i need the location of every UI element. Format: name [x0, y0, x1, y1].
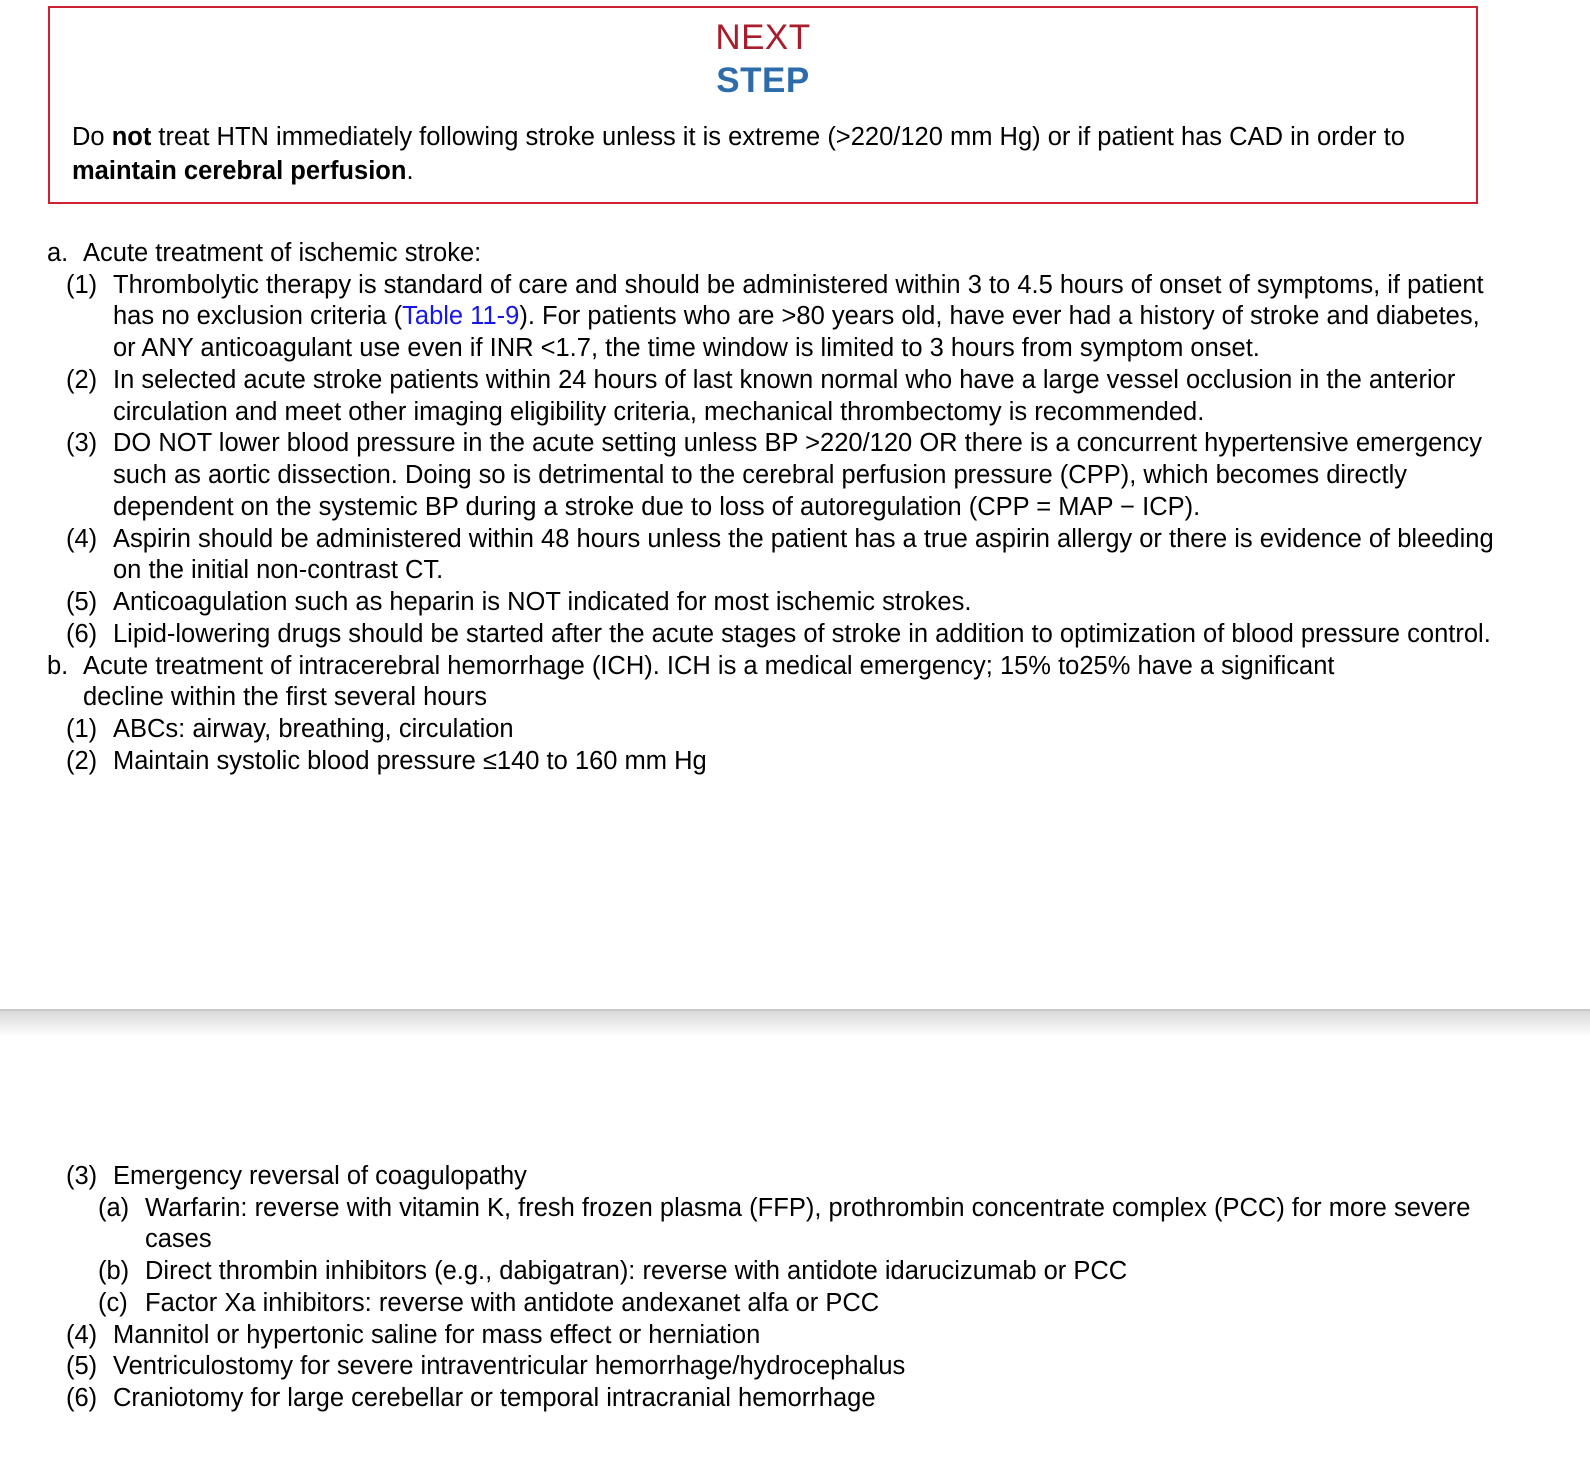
- outline-text: In selected acute stroke patients within 24 hours of last known normal who have a large vessel occlusion in the anterior circulation and meet other imaging eligibility criteria, mechanical thrombectomy is recommended.: [113, 365, 1456, 426]
- outline-text: Ventriculostomy for severe intraventricular hemorrhage/hydrocephalus: [113, 1352, 906, 1381]
- outline-item-b-3: [0, 1161, 1590, 1193]
- outline-text-last-line: decline within the first several hours: [83, 683, 487, 712]
- outline-marker: (c): [98, 1288, 128, 1317]
- outline-marker: (5): [66, 1352, 98, 1381]
- outline-marker: (2): [66, 365, 98, 394]
- outline-text: Factor Xa inhibitors: reverse with antidote andexanet alfa or PCC: [145, 1288, 880, 1317]
- next-step-body-text-3: .: [406, 156, 414, 185]
- outline-item-a-6: [0, 619, 1590, 651]
- outline-item-b-5: [0, 1351, 1590, 1383]
- outline-marker: a.: [47, 239, 69, 267]
- outline-text: Maintain systolic blood pressure ≤140 to 160 mm Hg: [113, 746, 707, 775]
- outline-marker: (a): [98, 1193, 130, 1222]
- outline-text: [83, 651, 1498, 714]
- outline-marker: (3): [66, 429, 98, 458]
- outline-text: Aspirin should be administered within 48 hours unless the patient has a true aspirin allergy or there is evidence of bleeding on the initial non-contrast CT.: [113, 524, 1494, 585]
- outline-text: Mannitol or hypertonic saline for mass effect or herniation: [113, 1320, 761, 1349]
- outline-marker: b.: [47, 651, 69, 680]
- outline-item-a-3: [0, 428, 1590, 523]
- outline-marker: (6): [66, 1384, 98, 1413]
- next-step-body-text-1: Do: [72, 122, 112, 151]
- outline-text: Craniotomy for large cerebellar or temporal intracranial hemorrhage: [113, 1384, 876, 1413]
- outline-marker: (3): [66, 1162, 98, 1190]
- next-step-body-bold-not: not: [111, 122, 152, 151]
- outline-item-b-3-c: [0, 1288, 1590, 1320]
- outline-marker: (4): [66, 1320, 98, 1349]
- outline-text-after-link: ). For patients who are >80 years old, have ever had a history of stroke and diabetes, or ANY anticoagulant use even if INR <1.7, the time window is limited to 3 hours from symptom onset.: [113, 302, 1480, 363]
- outline-marker: (b): [98, 1257, 130, 1286]
- outline-item-b-3-a: [0, 1193, 1590, 1256]
- outline-list-page-two: [0, 1161, 1590, 1415]
- outline-text: DO NOT lower blood pressure in the acute setting unless BP >220/120 OR there is a concurrent hypertensive emergency such as aortic dissection. Doing so is detrimental to the cerebral perfusion pressure (CPP), which becomes directly dependent on the systemic BP during a stroke due to loss of autoregulation (CPP = MAP − ICP).: [113, 429, 1482, 521]
- outline-marker: (1): [66, 715, 98, 744]
- next-step-body-text-2: treat HTN immediately following stroke unless it is extreme (>220/120 mm Hg) or if patient has CAD in order to: [151, 122, 1405, 151]
- page-divider: [0, 1009, 1590, 1037]
- next-step-callout: [48, 6, 1478, 204]
- outline-item-a: [0, 238, 1590, 270]
- outline-item-a-5: [0, 587, 1590, 619]
- outline-marker: (6): [66, 619, 98, 648]
- outline-item-a-2: [0, 365, 1590, 428]
- outline-item-a-1: [0, 270, 1590, 365]
- outline-marker: (4): [66, 524, 98, 553]
- page-divider-shadow: [0, 1011, 1590, 1037]
- outline-list-page-one: [0, 238, 1590, 777]
- outline-text: ABCs: airway, breathing, circulation: [113, 715, 514, 744]
- outline-text: Lipid-lowering drugs should be started after the acute stages of stroke in addition to optimization of blood pressure control.: [113, 619, 1491, 648]
- outline-text: Direct thrombin inhibitors (e.g., dabigatran): reverse with antidote idarucizumab or PCC: [145, 1257, 1128, 1286]
- outline-text-before-link: Thrombolytic therapy is standard of care and should be administered within 3 to 4.5 hours of onset of symptoms, if patient has no exclusion criteria (: [113, 270, 1484, 331]
- outline-item-b-6: [0, 1383, 1590, 1415]
- outline-text: Acute treatment of ischemic stroke:: [83, 239, 482, 267]
- outline-text: Emergency reversal of coagulopathy: [113, 1162, 527, 1190]
- outline-text: Warfarin: reverse with vitamin K, fresh frozen plasma (FFP), prothrombin concentrate complex (PCC) for more severe cases: [145, 1193, 1471, 1254]
- outline-item-b-3-b: [0, 1256, 1590, 1288]
- table-11-9-link[interactable]: Table 11-9: [402, 302, 520, 331]
- outline-text: Anticoagulation such as heparin is NOT indicated for most ischemic strokes.: [113, 588, 972, 617]
- next-step-title-next: NEXT: [715, 18, 811, 57]
- document-page-two: [0, 1037, 1590, 1464]
- outline-item-b: [0, 651, 1590, 714]
- next-step-title: [72, 20, 1454, 100]
- outline-text-main: Acute treatment of intracerebral hemorrhage (ICH). ICH is a medical emergency; 15% to25% have a significant: [83, 651, 1335, 680]
- next-step-body-bold-perfusion: maintain cerebral perfusion: [72, 156, 407, 185]
- outline-marker: (2): [66, 746, 98, 775]
- next-step-title-step: STEP: [716, 60, 810, 100]
- outline-item-a-4: [0, 524, 1590, 587]
- outline-item-b-1: [0, 714, 1590, 746]
- outline-item-b-4: [0, 1320, 1590, 1352]
- outline-item-b-2: [0, 746, 1590, 778]
- outline-marker: (5): [66, 588, 98, 617]
- outline-text: [113, 270, 1498, 365]
- outline-marker: (1): [66, 270, 98, 299]
- next-step-body: [72, 120, 1454, 188]
